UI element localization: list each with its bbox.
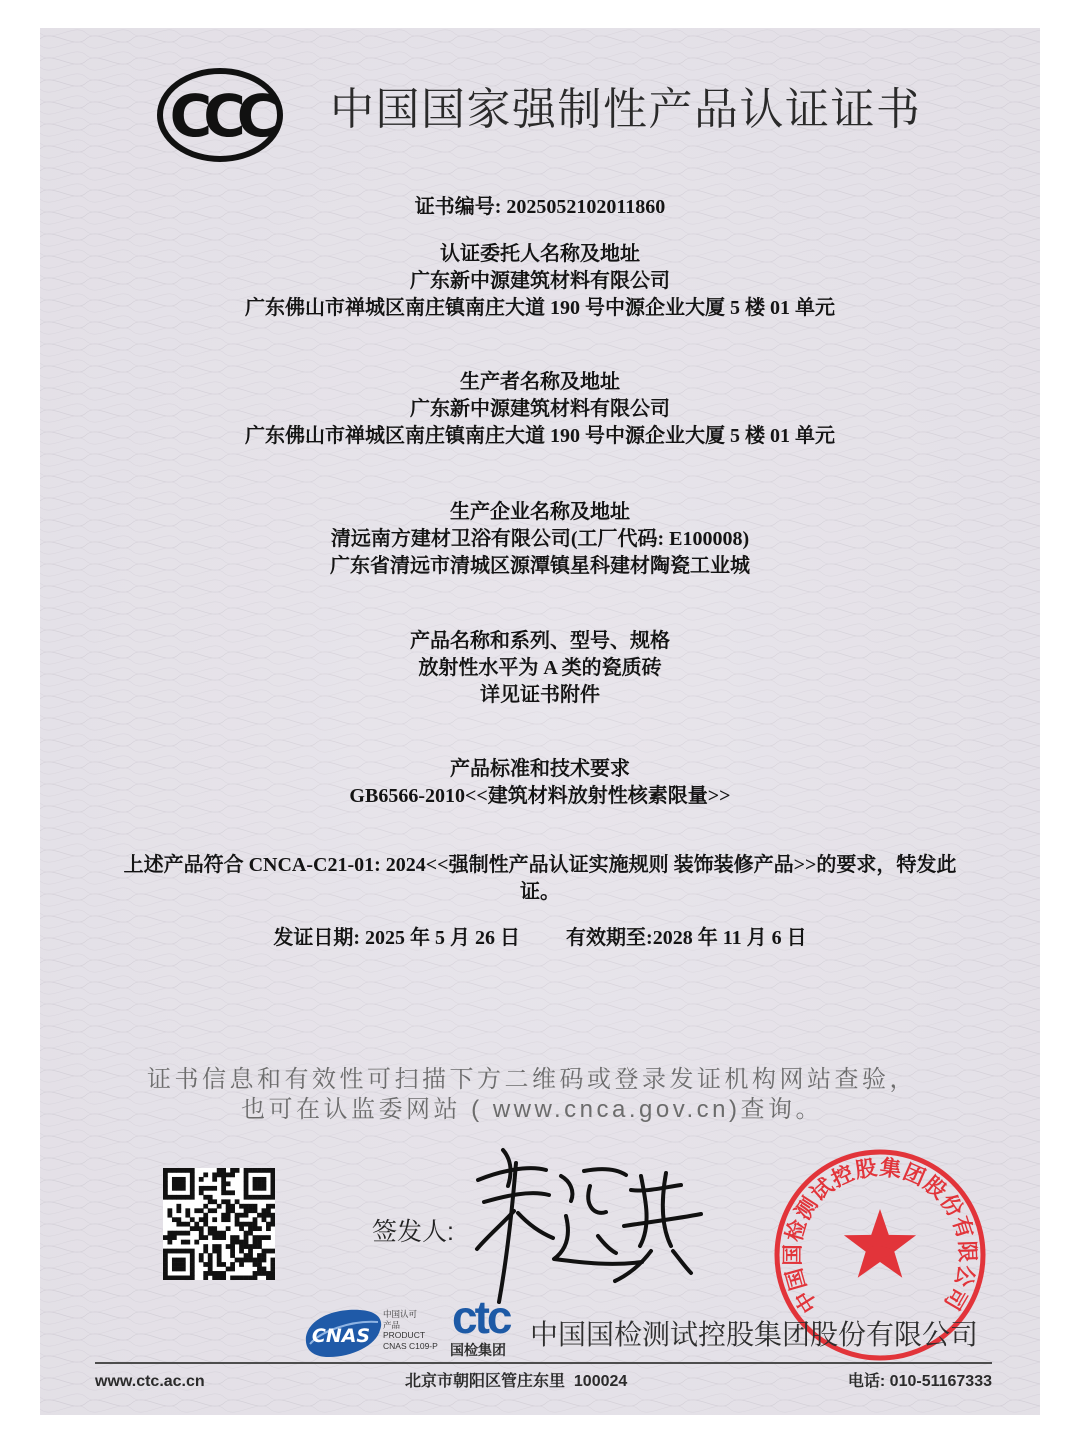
footer-website: www.ctc.ac.cn [95, 1373, 205, 1390]
cnas-caption-line: PRODUCT [383, 1330, 426, 1340]
section-line: 广东新中源建筑材料有限公司 [410, 398, 670, 420]
section-line: 广东省清远市清城区源潭镇星科建材陶瓷工业城 [330, 555, 750, 577]
seal-text: 中国国检测试控股集团股份有限公司 [780, 1155, 980, 1317]
ccc-logo-text: CCC [169, 82, 271, 150]
section-heading: 产品标准和技术要求 [450, 758, 630, 780]
section-line: GB6566-2010<<建筑材料放射性核素限量>> [349, 785, 731, 807]
certificate-number: 证书编号: 2025052102011860 [414, 196, 666, 218]
footer-divider [95, 1362, 992, 1364]
footer-phone: 电话: 010-51167333 [847, 1373, 992, 1390]
cnas-caption-line: 产品 [383, 1319, 401, 1330]
cnas-logo-text: CNAS [311, 1325, 371, 1347]
expiry-date: 有效期至:2028 年 11 月 6 日 [566, 927, 807, 949]
cnas-caption [383, 1309, 438, 1351]
issuer-name: 中国国检测试控股集团股份有限公司 [530, 1319, 979, 1350]
section-heading: 产品名称和系列、型号、规格 [410, 630, 670, 652]
statement-line-1: 上述产品符合 CNCA-C21-01: 2024<<强制性产品认证实施规则 装饰装修产品>>的要求，特发此 [123, 854, 957, 876]
section-line: 广东佛山市禅城区南庄镇南庄大道 190 号中源企业大厦 5 楼 01 单元 [245, 425, 835, 447]
section-line: 放射性水平为 A 类的瓷质砖 [418, 657, 662, 679]
issue-date: 发证日期: 2025 年 5 月 26 日 [273, 927, 521, 949]
section-line: 清远南方建材卫浴有限公司(工厂代码: E100008) [330, 528, 750, 550]
statement-line-2: 证。 [520, 881, 560, 903]
ctc-logo-caption: 国检集团 [450, 1342, 506, 1358]
footer-address: 北京市朝阳区管庄东里 100024 [405, 1373, 628, 1390]
section-heading: 生产企业名称及地址 [450, 501, 630, 523]
section-line: 广东新中源建筑材料有限公司 [410, 270, 670, 292]
page-title: 中国国家强制性产品认证证书 [330, 85, 922, 134]
cnas-caption-line: 中国认可 [383, 1309, 418, 1319]
cnas-caption-line: CNAS C109-P [383, 1340, 438, 1351]
signatory-label: 签发人: [372, 1218, 454, 1246]
section-line: 详见证书附件 [480, 684, 600, 706]
cnas-logo-icon [300, 1302, 384, 1364]
verification-note-line-1: 证书信息和有效性可扫描下方二维码或登录发证机构网站查验， [147, 1066, 917, 1093]
section-heading: 认证委托人名称及地址 [440, 243, 640, 265]
verification-note-line-2: 也可在认监委网站 ( www.cnca.gov.cn)查询。 [241, 1096, 823, 1123]
section-line: 广东佛山市禅城区南庄镇南庄大道 190 号中源企业大厦 5 楼 01 单元 [245, 297, 835, 319]
ctc-logo-icon: ctc [452, 1291, 510, 1343]
section-heading: 生产者名称及地址 [460, 371, 620, 393]
signature-icon [477, 1150, 701, 1302]
